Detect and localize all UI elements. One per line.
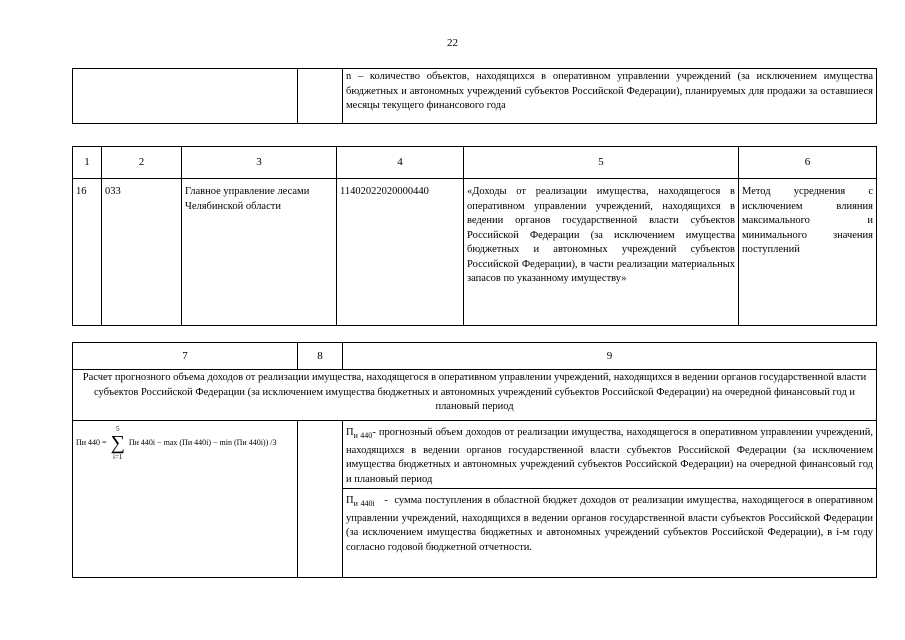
sigma-icon: ∑: [110, 432, 125, 454]
sum-lower-limit: i=1: [113, 453, 123, 461]
formula: [73, 421, 298, 578]
column-header: 3: [182, 147, 337, 179]
column-header: 1: [73, 147, 102, 179]
administrator-name: Главное управление лесами Челябинской области: [182, 179, 337, 326]
empty-cell: [298, 421, 343, 578]
calculation-table: [72, 342, 877, 578]
column-header: 7: [73, 343, 298, 370]
income-table: [72, 146, 877, 326]
kbk-code: 11402022020000440: [337, 179, 464, 326]
definition-annual-receipts: $П_{и 440i}$ - сумма поступления в областной бюджет доходов от реализации имущества, находящегося в оперативном управлении учреждений, находящихся в ведении органов государственной власти субъектов Российской Федерации (за исключением имущества бюджетных и автономных учреждений субъектов Российской Федерации), в i-м году согласно годовой бюджетной отчетности.: [343, 489, 877, 578]
empty-cell: [73, 69, 298, 124]
n-definition: n – количество объектов, находящихся в оперативном управлении учреждений (за исключением имущества бюджетных и автономных учреждений субъектов Российской Федерации), планируемых для продажи за оставшиеся месяцы текущего финансового года: [343, 69, 877, 124]
sum-symbol: [111, 425, 125, 461]
income-name: «Доходы от реализации имущества, находящегося в оперативном управлении учреждений, находящихся в ведении органов государственной власти субъектов Российской Федерации (за исключением имущества бюджетных и автономных учреждений субъектов Российской Федерации), в части реализации материальных запасов по указанному имуществу»: [464, 179, 739, 326]
column-header: 2: [102, 147, 182, 179]
definition-forecast: $П_{и 440}-$ прогнозный объем доходов от реализации имущества, находящегося в оперативном управлении учреждений, находящихся в ведении органов государственной власти субъектов Российской Федерации (за исключением имущества бюджетных и автономных учреждений субъектов Российской Федерации) на очередной финансовый год и плановый период: [343, 421, 877, 489]
column-header: 9: [343, 343, 877, 370]
forecast-method: Метод усреднения с исключением влияния максимального и минимального значения поступлений: [739, 179, 877, 326]
sum-upper-limit: 5: [115, 425, 120, 433]
formula-rhs: Пи 440i − max (Пи 440i) − min (Пи 440i)) /3: [128, 437, 277, 447]
formula-lhs: Пи 440 =: [76, 437, 107, 447]
admin-code: 033: [102, 179, 182, 326]
column-header: 5: [464, 147, 739, 179]
column-header: 8: [298, 343, 343, 370]
page-number: 22: [447, 37, 458, 49]
empty-cell: [298, 69, 343, 124]
calculation-title: Расчет прогнозного объема доходов от реализации имущества, находящегося в оперативном управлении учреждений, находящихся в ведении органов государственной власти субъектов Российской Федерации (за исключением имущества бюджетных и автономных учреждений субъектов Российской Федерации) на очередной финансовый год и плановый период: [73, 370, 877, 421]
table-row: [73, 179, 877, 326]
column-header: 4: [337, 147, 464, 179]
continuation-table: [72, 68, 877, 124]
row-number: 16: [73, 179, 102, 326]
column-header: 6: [739, 147, 877, 179]
